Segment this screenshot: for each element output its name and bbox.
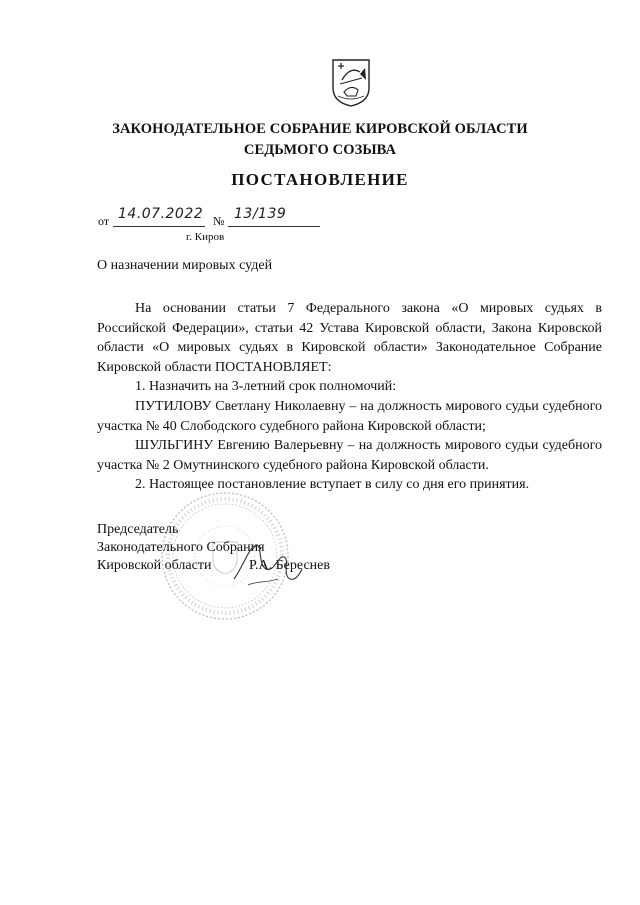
paragraph-item-1: 1. Назначить на 3-летний срок полномочий: bbox=[135, 379, 397, 395]
paragraph-appointee-1: ПУТИЛОВУ Светлану Николаевну – на должность мирового судьи судебного участка № 40 Слободского судебного района Кировской области; bbox=[97, 398, 602, 434]
resolution-body bbox=[97, 299, 602, 495]
authority-name: ЗАКОНОДАТЕЛЬНОЕ СОБРАНИЕ КИРОВСКОЙ ОБЛАСТИ bbox=[112, 121, 528, 137]
issuing-authority bbox=[0, 119, 640, 161]
paragraph-basis: На основании статьи 7 Федерального закона «О мировых судьях в Российской Федерации», статьи 42 Устава Кировской области, Закона Кировской области «О мировых судьях в Кировской области» Законодательное Собрание Кировской области ПОСТАНОВЛЯЕТ: bbox=[97, 301, 602, 375]
resolution-date: 14.07.2022 bbox=[118, 206, 204, 222]
city: г. Киров bbox=[186, 231, 225, 243]
signer-position-line-1: Председатель bbox=[97, 522, 179, 537]
resolution-number: 13/139 bbox=[234, 206, 287, 222]
convocation: СЕДЬМОГО СОЗЫВА bbox=[243, 142, 397, 158]
signer-position-line-2: Законодательного Собрания bbox=[97, 540, 265, 555]
resolution-subject: О назначении мировых судей bbox=[97, 258, 273, 273]
from-label: от bbox=[98, 214, 110, 228]
paragraph-item-2: 2. Настоящее постановление вступает в силу со дня его принятия. bbox=[135, 477, 530, 493]
date-number-line bbox=[98, 206, 338, 246]
date-underline bbox=[113, 226, 205, 227]
number-underline bbox=[228, 226, 320, 227]
paragraph-appointee-2: ШУЛЬГИНУ Евгению Валерьевну – на должность мирового судьи судебного участка № 2 Омутнинского судебного района Кировской области. bbox=[97, 438, 602, 473]
signer-position-line-3: Кировской области bbox=[97, 558, 212, 573]
signer-name: Р.А. Береснев bbox=[249, 558, 330, 573]
document-type-title: ПОСТАНОВЛЕНИЕ bbox=[231, 170, 409, 189]
number-label: № bbox=[213, 214, 225, 228]
kirov-region-coat-of-arms-icon bbox=[330, 58, 372, 108]
handwritten-signature-icon bbox=[226, 535, 306, 595]
